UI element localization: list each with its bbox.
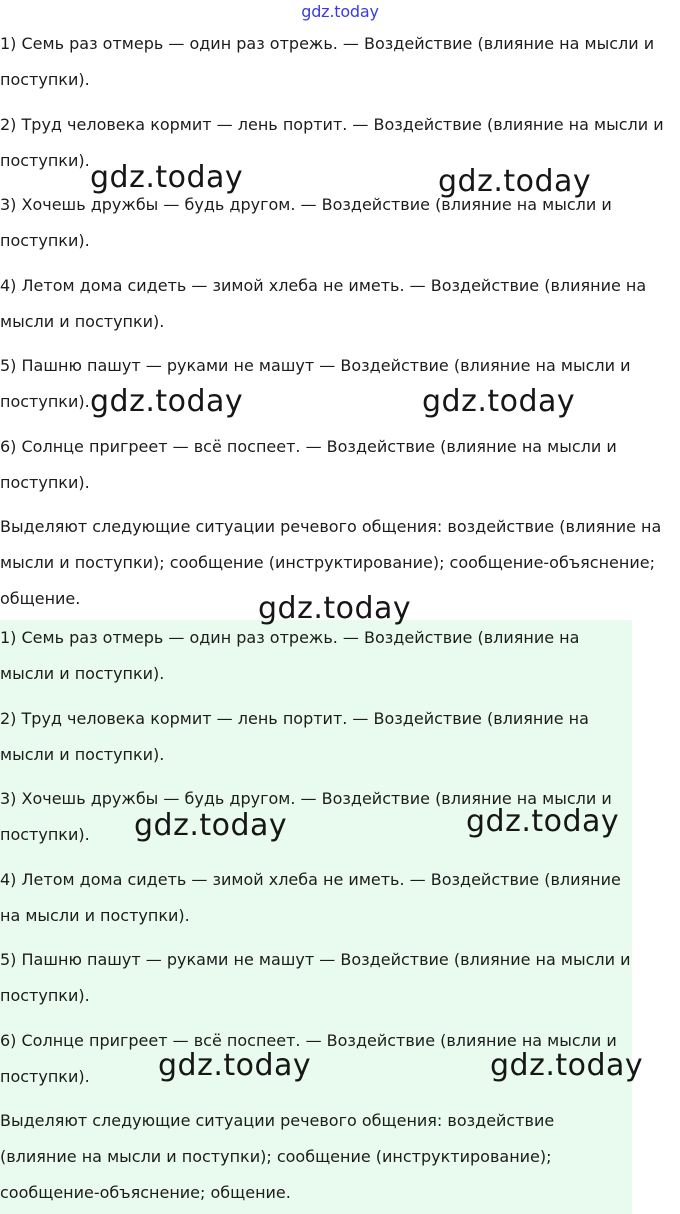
answer-item-1: 1) Семь раз отмерь — один раз отрежь. — Воздействие (влияние на мысли и поступки). [0, 628, 580, 683]
watermark: gdz.today [438, 164, 592, 199]
answer-summary: Выделяют следующие ситуации речевого общения: воздействие (влияние на мысли и поступки); сообщение (инструктирование); сообщение-объяснение; общение. [0, 517, 662, 608]
answer-item-3: 3) Хочешь дружбы — будь другом. — Воздействие (влияние на мысли и поступки). [0, 195, 612, 250]
answer-item-4: 4) Летом дома сидеть — зимой хлеба не иметь. — Воздействие (влияние на мысли и поступки). [0, 869, 621, 925]
answer-block-plain [0, 26, 672, 626]
watermark: gdz.today [422, 384, 576, 419]
answer-item-1: 1) Семь раз отмерь — один раз отрежь. — Воздействие (влияние на мысли и поступки). [0, 34, 655, 89]
watermark: gdz.today [90, 160, 244, 195]
watermark: gdz.today [466, 804, 620, 839]
watermark: gdz.today [490, 1048, 644, 1083]
watermark: gdz.today [90, 384, 244, 419]
answer-item-6: 6) Солнце пригреет — всё поспеет. — Воздействие (влияние на мысли и поступки). [0, 1030, 617, 1086]
answer-item-5: 5) Пашню пашут — руками не машут — Воздействие (влияние на мысли и поступки). [0, 950, 631, 1005]
site-header-link[interactable]: gdz.today [301, 2, 379, 21]
answer-block-highlighted [0, 620, 632, 1214]
watermark: gdz.today [258, 591, 412, 626]
watermark: gdz.today [134, 808, 288, 843]
answer-summary: Выделяют следующие ситуации речевого общения: воздействие (влияние на мысли и поступки); сообщение (инструктирование); сообщение-объяснение; общение. [0, 1111, 555, 1202]
answer-item-2: 2) Труд человека кормит — лень портит. — Воздействие (влияние на мысли и поступки). [0, 708, 589, 764]
answer-item-5: 5) Пашню пашут — руками не машут — Воздействие (влияние на мысли и поступки). [0, 356, 631, 411]
watermark: gdz.today [158, 1048, 312, 1083]
answer-item-6: 6) Солнце пригреет — всё поспеет. — Воздействие (влияние на мысли и поступки). [0, 436, 617, 492]
answer-item-4: 4) Летом дома сидеть — зимой хлеба не иметь. — Воздействие (влияние на мысли и поступки). [0, 275, 647, 331]
answer-item-2: 2) Труд человека кормит — лень портит. — Воздействие (влияние на мысли и поступки). [0, 114, 664, 170]
answer-item-3: 3) Хочешь дружбы — будь другом. — Воздействие (влияние на мысли и поступки). [0, 789, 612, 844]
